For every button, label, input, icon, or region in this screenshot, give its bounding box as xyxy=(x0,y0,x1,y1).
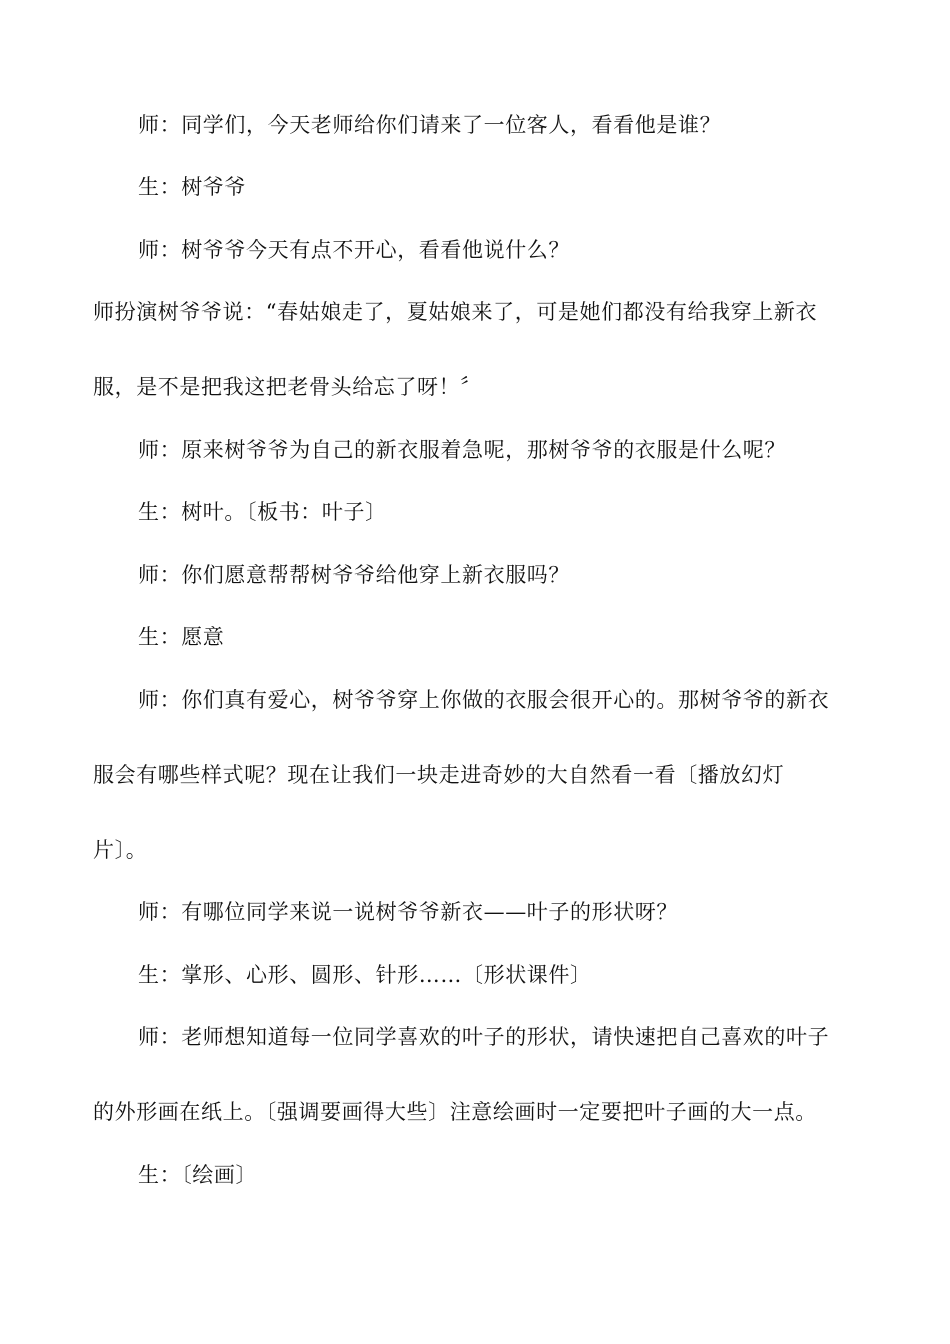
paragraph-line: 服，是不是把我这把老骨头给忘了呀！〞 xyxy=(93,375,482,399)
paragraph-line: 片〕。 xyxy=(93,838,148,862)
paragraph-line: 生：树叶。〔板书：叶子〕 xyxy=(138,500,387,524)
paragraph-line: 师：你们真有爱心，树爷爷穿上你做的衣服会很开心的。那树爷爷的新衣 xyxy=(138,688,830,712)
paragraph-line: 师扮演树爷爷说：“春姑娘走了，夏姑娘来了，可是她们都没有给我穿上新衣 xyxy=(93,300,818,324)
paragraph-line: 服会有哪些样式呢？现在让我们一块走进奇妙的大自然看一看〔播放幻灯 xyxy=(93,763,785,787)
paragraph-line: 生：树爷爷 xyxy=(138,175,246,199)
paragraph-line: 师：有哪位同学来说一说树爷爷新衣——叶子的形状呀？ xyxy=(138,900,678,924)
paragraph-line: 师：老师想知道每一位同学喜欢的叶子的形状，请快速把自己喜欢的叶子 xyxy=(138,1025,830,1049)
paragraph-line: 生：愿意 xyxy=(138,625,225,649)
paragraph-line: 的外形画在纸上。〔强调要画得大些〕注意绘画时一定要把叶子画的大一点。 xyxy=(93,1100,817,1124)
paragraph-line: 师：你们愿意帮帮树爷爷给他穿上新衣服吗？ xyxy=(138,563,570,587)
paragraph-line: 师：树爷爷今天有点不开心，看看他说什么？ xyxy=(138,238,570,262)
paragraph-line: 生：掌形、心形、圆形、针形……〔形状课件〕 xyxy=(138,963,592,987)
paragraph-line: 生：〔绘画〕 xyxy=(138,1163,258,1187)
paragraph-line: 师：原来树爷爷为自己的新衣服着急呢，那树爷爷的衣服是什么呢？ xyxy=(138,438,786,462)
paragraph-line: 师：同学们，今天老师给你们请来了一位客人，看看他是谁？ xyxy=(138,113,722,137)
